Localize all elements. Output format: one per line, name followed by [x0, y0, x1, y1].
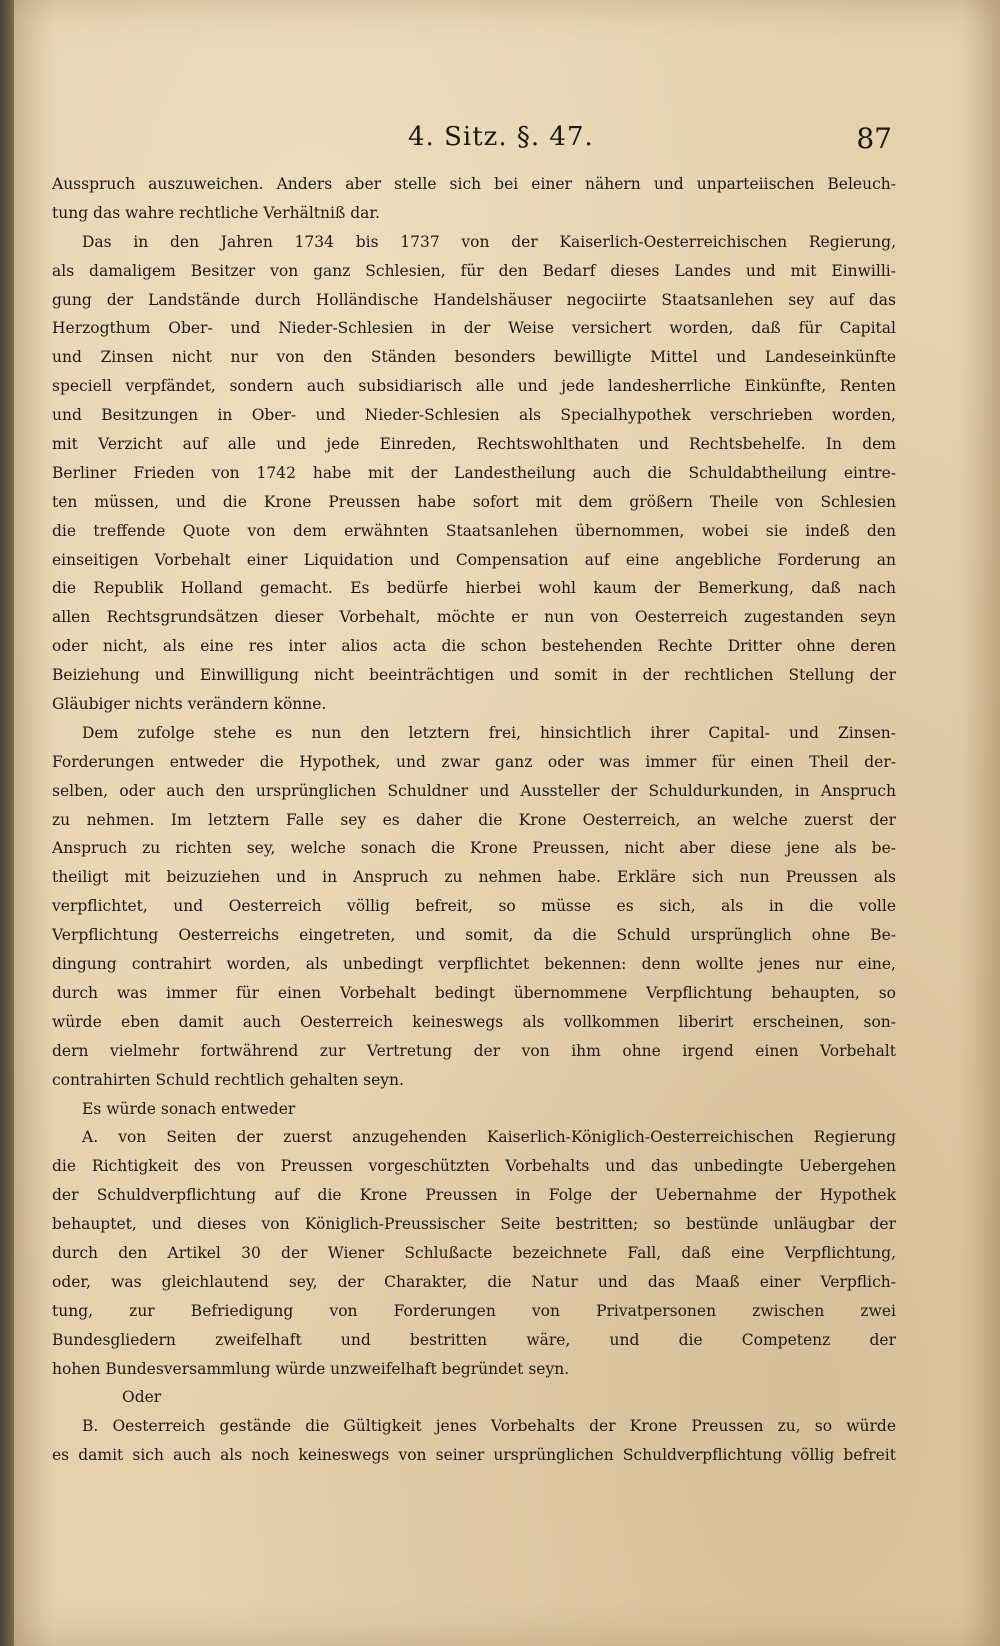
text-line: die Republik Holland gemacht. Es bedürfe hierbei wohl kaum der Bemerkung, daß nach: [52, 579, 896, 598]
text-line: Oder: [122, 1388, 162, 1407]
text-line: und Zinsen nicht nur von den Ständen besonders bewilligte Mittel und Landeseinkünfte: [52, 348, 896, 367]
scan-border: [0, 0, 14, 1646]
text-line: contrahirten Schuld rechtlich gehalten seyn.: [52, 1070, 404, 1089]
text-line: Dem zufolge stehe es nun den letztern frei, hinsichtlich ihrer Capital- und Zinsen-: [82, 723, 896, 742]
text-line: Es würde sonach entweder: [82, 1099, 296, 1118]
text-line: und Besitzungen in Ober- und Nieder-Schlesien als Specialhypothek verschrieben worden,: [52, 406, 896, 425]
text-line: speciell verpfändet, sondern auch subsidiarisch alle und jede landesherrliche Einkünfte, Renten: [52, 377, 896, 396]
text-line: hohen Bundesversammlung würde unzweifelhaft begründet seyn.: [52, 1359, 570, 1378]
book-page: [14, 0, 1000, 1646]
text-line: mit Verzicht auf alle und jede Einreden, Rechtswohlthaten und Rechtsbehelfe. In dem: [52, 435, 896, 454]
text-line: tung, zur Befriedigung von Forderungen von Privatpersonen zwischen zwei: [52, 1301, 896, 1320]
page-number: 87: [856, 122, 892, 155]
text-line: Herzogthum Ober- und Nieder-Schlesien in der Weise versichert worden, daß für Capital: [52, 319, 896, 338]
text-line: Das in den Jahren 1734 bis 1737 von der Kaiserlich-Oesterreichischen Regierung,: [82, 232, 896, 251]
text-line: selben, oder auch den ursprünglichen Schuldner und Aussteller der Schuldurkunden, in Anspruch: [52, 781, 896, 800]
text-line: A. von Seiten der zuerst anzugehenden Kaiserlich-Königlich-Oesterreichischen Regierung: [82, 1128, 896, 1147]
text-line: oder nicht, als eine res inter alios acta die schon bestehenden Rechte Dritter ohne deren: [52, 637, 896, 656]
text-line: Anspruch zu richten sey, welche sonach die Krone Preussen, nicht aber diese jene als be-: [52, 839, 896, 858]
text-line: Berliner Frieden von 1742 habe mit der Landestheilung auch die Schuldabtheilung eintre-: [52, 463, 896, 482]
body-text: [52, 170, 896, 1470]
text-line: der Schuldverpflichtung auf die Krone Preussen in Folge der Uebernahme der Hypothek: [52, 1186, 896, 1205]
text-line: Gläubiger nichts verändern könne.: [52, 695, 327, 714]
text-line: tung das wahre rechtliche Verhältniß dar.: [52, 203, 381, 222]
text-line: würde eben damit auch Oesterreich keineswegs als vollkommen liberirt erscheinen, son-: [52, 1012, 896, 1031]
text-line: theiligt mit beizuziehen und in Anspruch zu nehmen habe. Erkläre sich nun Preussen als: [52, 868, 896, 887]
text-line: Forderungen entweder die Hypothek, und zwar ganz oder was immer für einen Theil der-: [52, 752, 896, 771]
text-line: gung der Landstände durch Holländische Handelshäuser negociirte Staatsanlehen sey auf das: [52, 290, 896, 309]
text-line: zu nehmen. Im letztern Falle sey es daher die Krone Oesterreich, an welche zuerst der: [52, 810, 896, 829]
text-line: dern vielmehr fortwährend zur Vertretung der von ihm ohne irgend einen Vorbehalt: [52, 1041, 896, 1060]
text-line: oder, was gleichlautend sey, der Charakter, die Natur und das Maaß einer Verpflich-: [52, 1272, 896, 1291]
text-line: Beiziehung und Einwilligung nicht beeinträchtigen und somit in der rechtlichen Stellung der: [52, 666, 896, 685]
text-line: allen Rechtsgrundsätzen dieser Vorbehalt, möchte er nun von Oesterreich zugestanden seyn: [52, 608, 896, 627]
text-line: die Richtigkeit des von Preussen vorgeschützten Vorbehalts und das unbedingte Uebergehen: [52, 1157, 896, 1176]
text-line: verpflichtet, und Oesterreich völlig befreit, so müsse es sich, als in die volle: [52, 897, 896, 916]
running-head: 4. Sitz. §. 47.: [408, 122, 594, 152]
text-line: Ausspruch auszuweichen. Anders aber stelle sich bei einer nähern und unparteiischen Beleuch-: [52, 175, 896, 193]
text-line: durch was immer für einen Vorbehalt bedingt übernommene Verpflichtung behaupten, so: [52, 983, 896, 1002]
text-line: B. Oesterreich gestände die Gültigkeit jenes Vorbehalts der Krone Preussen zu, so würde: [82, 1417, 896, 1436]
text-line: durch den Artikel 30 der Wiener Schlußacte bezeichnete Fall, daß eine Verpflichtung,: [52, 1243, 896, 1262]
text-line: ten müssen, und die Krone Preussen habe sofort mit dem größern Theile von Schlesien: [52, 492, 896, 511]
text-line: behauptet, und dieses von Königlich-Preussischer Seite bestritten; so bestünde unläugbar der: [52, 1215, 896, 1234]
text-line: die treffende Quote von dem erwähnten Staatsanlehen übernommen, wobei sie indeß den: [52, 521, 896, 540]
text-line: einseitigen Vorbehalt einer Liquidation und Compensation auf eine angebliche Forderung an: [52, 550, 896, 569]
text-line: Verpflichtung Oesterreichs eingetreten, und somit, da die Schuld ursprünglich ohne Be-: [52, 926, 896, 945]
text-line: als damaligem Besitzer von ganz Schlesien, für den Bedarf dieses Landes und mit Einwilli-: [52, 261, 896, 280]
text-line: dingung contrahirt worden, als unbedingt verpflichtet bekennen: denn wollte jenes nur eine,: [52, 955, 896, 974]
text-line: Bundesgliedern zweifelhaft und bestritten wäre, und die Competenz der: [52, 1330, 896, 1349]
page-header: [14, 122, 1000, 162]
text-line: es damit sich auch als noch keineswegs von seiner ursprünglichen Schuldverpflichtung völlig befreit: [52, 1446, 896, 1465]
